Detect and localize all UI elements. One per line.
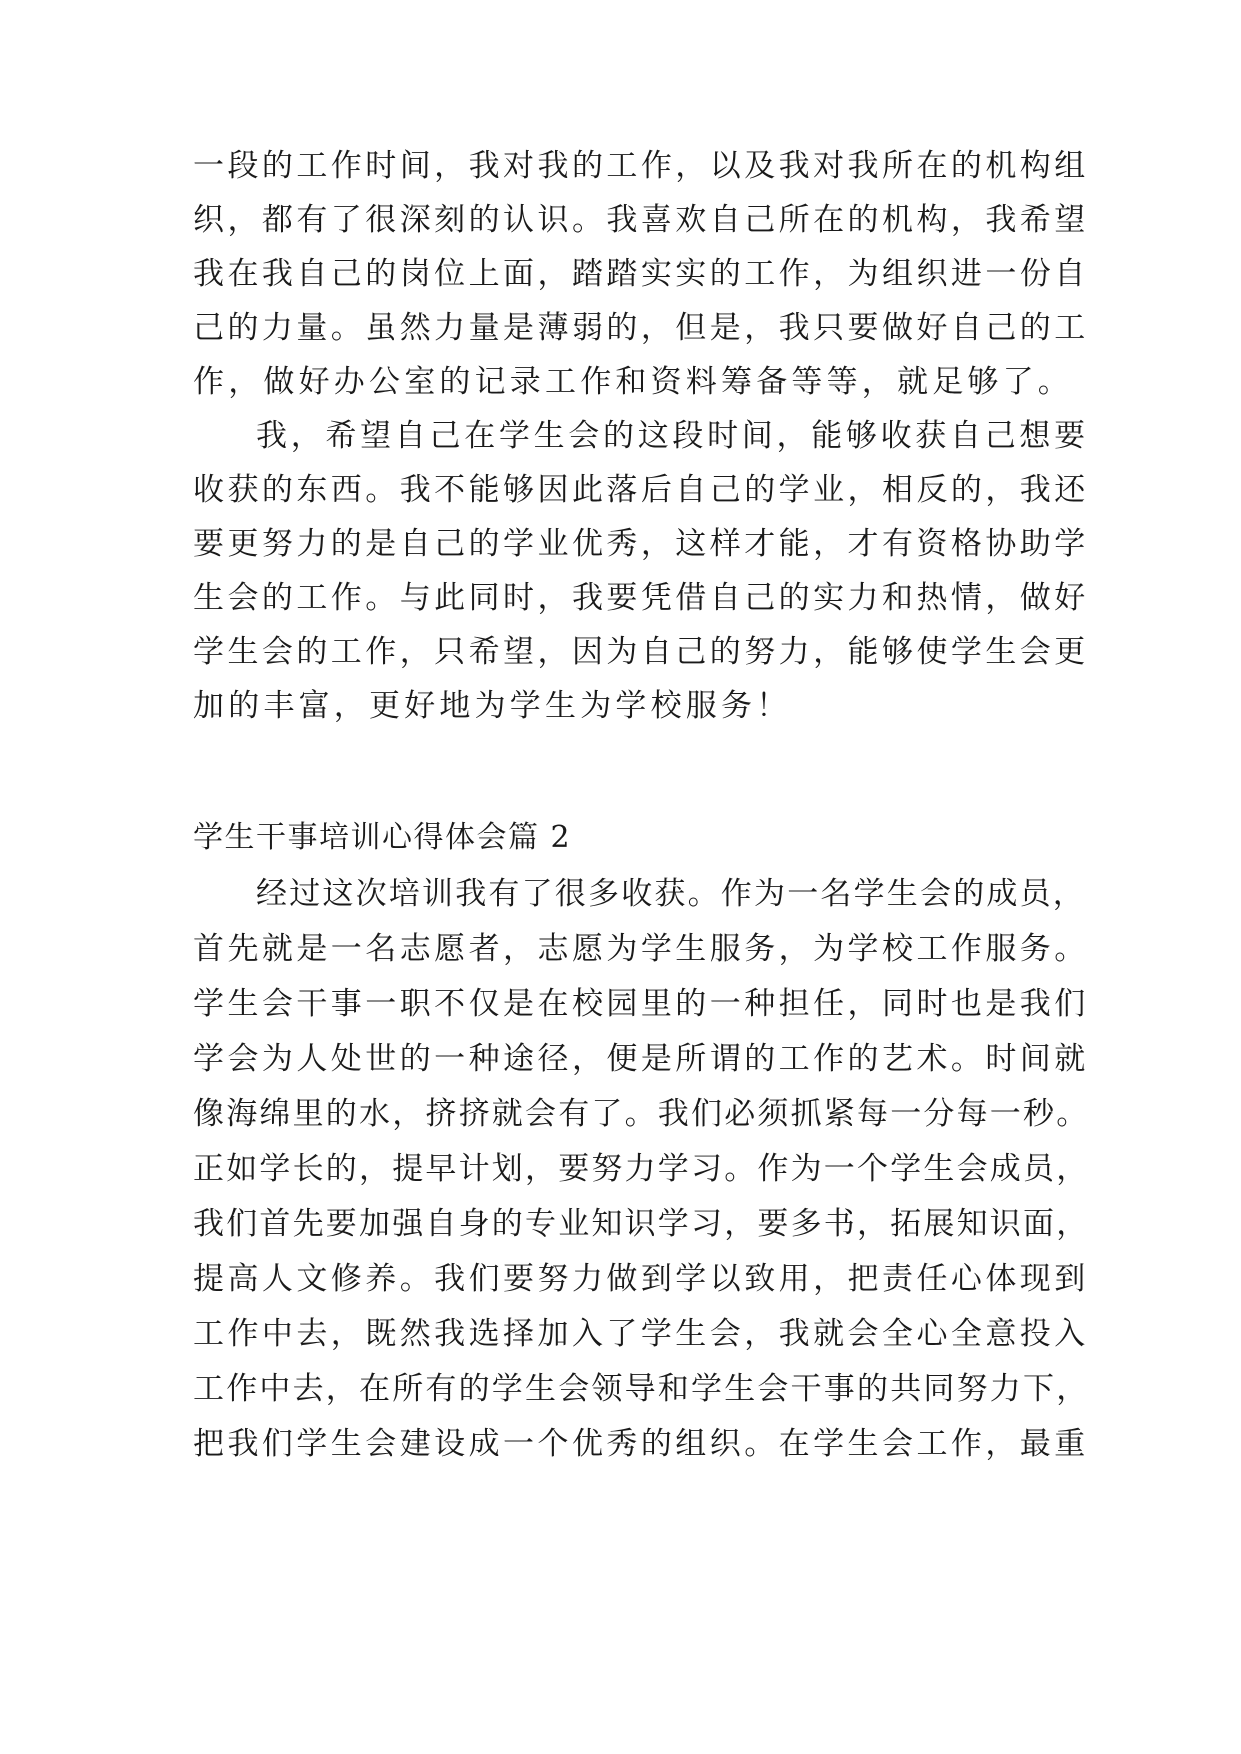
paragraph-1-line-4: 己的力量。虽然力量是薄弱的，但是，我只要做好自己的工 [193,310,1089,346]
paragraph-3-line-1: 经过这次培训我有了很多收获。作为一名学生会的成员， [256,876,1086,912]
paragraph-2-line-3: 要更努力的是自己的学业优秀，这样才能，才有资格协助学 [193,526,1089,562]
paragraph-1-line-2: 织，都有了很深刻的认识。我喜欢自己所在的机构，我希望 [193,202,1089,238]
paragraph-1-line-3: 我在我自己的岗位上面，踏踏实实的工作，为组织进一份自 [193,256,1089,292]
paragraph-2-line-1: 我，希望自己在学生会的这段时间，能够收获自己想要 [256,418,1089,454]
paragraph-3-line-3: 学生会干事一职不仅是在校园里的一种担任，同时也是我们 [193,986,1089,1022]
paragraph-3-line-4: 学会为人处世的一种途径，便是所谓的工作的艺术。时间就 [193,1041,1089,1077]
paragraph-2-line-6: 加的丰富，更好地为学生为学校服务！ [193,688,792,724]
section-title: 学生干事培训心得体会篇 2 [193,820,572,855]
paragraph-2-line-2: 收获的东西。我不能够因此落后自己的学业，相反的，我还 [193,472,1089,508]
paragraph-2-line-4: 生会的工作。与此同时，我要凭借自己的实力和热情，做好 [193,580,1089,616]
paragraph-1-line-1: 一段的工作时间，我对我的工作，以及我对我所在的机构组 [193,148,1089,184]
paragraph-3-line-8: 提高人文修养。我们要努力做到学以致用，把责任心体现到 [193,1261,1089,1297]
paragraph-1-line-5: 作，做好办公室的记录工作和资料筹备等等，就足够了。 [193,364,1073,400]
paragraph-3-line-5: 像海绵里的水，挤挤就会有了。我们必须抓紧每一分每一秒。 [193,1096,1090,1132]
paragraph-3-line-11: 把我们学生会建设成一个优秀的组织。在学生会工作，最重 [193,1426,1089,1462]
paragraph-3-line-9: 工作中去，既然我选择加入了学生会，我就会全心全意投入 [193,1316,1089,1352]
paragraph-3-line-10: 工作中去，在所有的学生会领导和学生会干事的共同努力下， [193,1371,1090,1407]
paragraph-3-line-2: 首先就是一名志愿者，志愿为学生服务，为学校工作服务。 [193,931,1089,967]
paragraph-2-line-5: 学生会的工作，只希望，因为自己的努力，能够使学生会更 [193,634,1089,670]
paragraph-3-line-7: 我们首先要加强自身的专业知识学习，要多书，拓展知识面， [193,1206,1090,1242]
paragraph-3-line-6: 正如学长的，提早计划，要努力学习。作为一个学生会成员， [193,1151,1090,1187]
